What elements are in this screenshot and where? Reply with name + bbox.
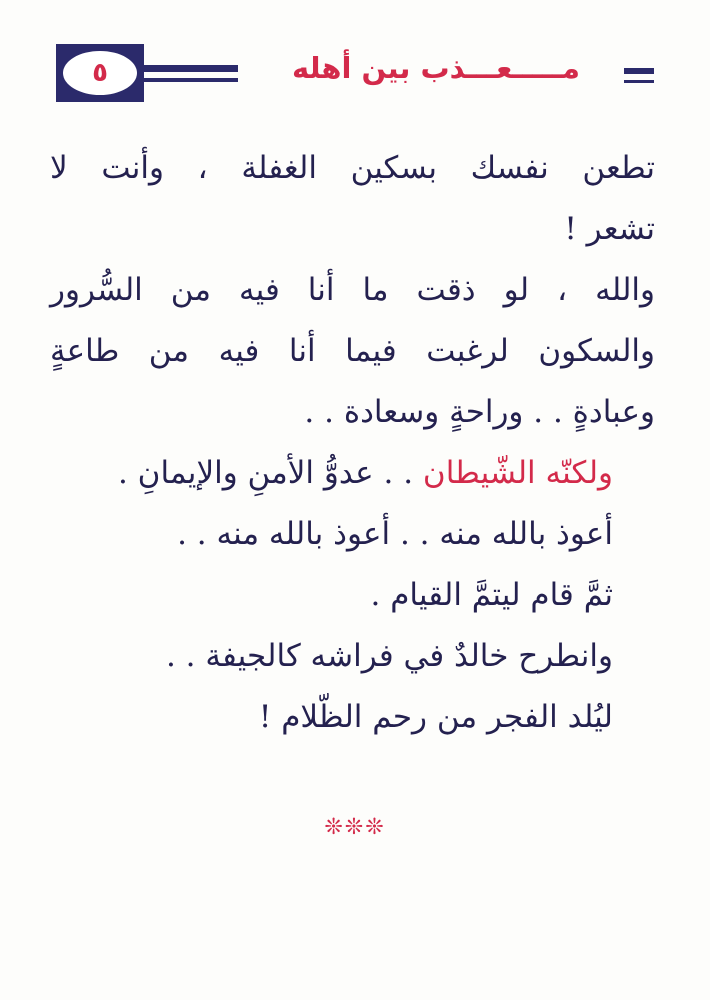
body-line-7: أعوذ بالله منه . . أعوذ بالله منه . .	[177, 516, 613, 552]
body-line-5: وعبادةٍ . . وراحةٍ وسعادة . .	[304, 394, 655, 430]
body-line-8: ثمَّ قام ليتمَّ القيام .	[370, 577, 613, 613]
body-line-3: والله ، لو ذقت ما أنا فيه من السُّرور	[50, 272, 655, 308]
body-line-6-rest: . . عدوُّ الأمنِ والإيمانِ .	[117, 455, 423, 491]
section-ornament: ❊❊❊	[324, 815, 386, 840]
body-line-6	[50, 443, 655, 504]
body-text	[50, 138, 655, 748]
body-line-1: تطعن نفسك بسكين الغفلة ، وأنت لا	[50, 150, 655, 186]
body-line-10: ليُلد الفجر من رحم الظّلام !	[258, 699, 613, 735]
header-rule-right-bottom	[624, 80, 654, 83]
header-rule-right-top	[624, 68, 654, 74]
page-header	[0, 0, 710, 110]
page-number: ٥	[63, 51, 137, 95]
body-line-2: تشعر !	[564, 211, 655, 247]
body-line-4: والسكون لرغبت فيما أنا فيه من طاعةٍ	[50, 333, 655, 369]
body-line-9: وانطرح خالدٌ في فراشه كالجيفة . .	[165, 638, 613, 674]
page-number-box	[56, 44, 144, 102]
header-rule-top	[144, 65, 238, 72]
running-title: مـــــعـــذب بين أهله	[291, 51, 580, 85]
highlighted-phrase: ولكنّه الشّيطان	[422, 455, 613, 491]
header-rule-bottom	[144, 78, 238, 82]
